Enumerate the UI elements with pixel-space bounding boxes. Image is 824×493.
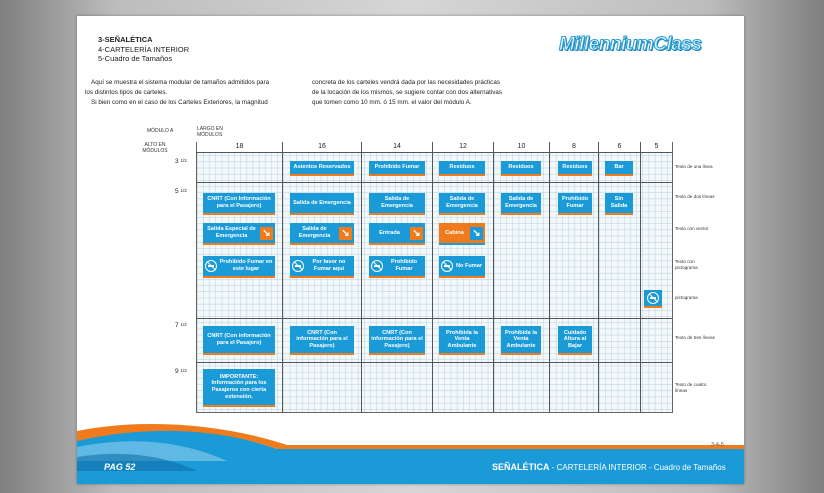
col-16: 16 <box>283 142 361 152</box>
axis-modulo: MÓDULO A <box>147 128 174 134</box>
sign-no-fumar: No Fumar <box>439 256 485 278</box>
header-line2: 4-CARTELERÍA INTERIOR <box>98 44 190 54</box>
no-smoking-icon <box>205 260 217 272</box>
sign-asientos: Asientos Reservados <box>290 161 354 176</box>
col-10: 10 <box>494 142 549 152</box>
axis-alto: ALTO EN MÓDULOS <box>142 142 168 154</box>
sign-prohibido-fumar: Prohibido Fumar <box>558 193 592 215</box>
sign-importante: IMPORTANTE: Información para los Pasajeros con cierta extensión. <box>203 369 275 407</box>
row-label-5: 5 $^{1/2}$ <box>175 188 187 195</box>
axis-largo: LARGO EN MÓDULOS <box>197 126 223 138</box>
side-label: Texto con vector <box>675 226 709 231</box>
row-label-7: 7 $^{1/2}$ <box>175 322 187 329</box>
sign-salida-emergencia: Salida de Emergencia <box>501 193 541 215</box>
row-label-3: 3 $^{1/2}$ <box>175 158 187 165</box>
sign-entrada: Entrada ↘ <box>369 223 425 245</box>
sign-cnrt: CNRT (Con información para el Pasajero) <box>290 326 354 355</box>
sign-cnrt: CNRT (Con Información para el Pasajero) <box>203 193 275 215</box>
sign-prohibido-fumar-lugar: Prohibido Fumar en este lugar <box>203 256 275 278</box>
arrow-icon: ↘ <box>339 227 352 240</box>
col-18: 18 <box>197 142 282 152</box>
side-label: Texto de dos líneas <box>675 194 715 199</box>
no-smoking-icon <box>292 260 304 272</box>
arrow-icon: ↘ <box>470 227 483 240</box>
sign-salida-especial: Salida Especial de Emergencia ↘ <box>203 223 275 245</box>
sign-cnrt: CNRT (Con información para el Pasajero) <box>203 326 275 355</box>
col-14: 14 <box>362 142 432 152</box>
sign-prohibido-fumar: Prohibido Fumar <box>369 161 425 176</box>
footer-wave <box>77 421 744 484</box>
intro-col1: Aquí se muestra el sistema modular de tamaños admitidos para los distintos tipos de carteles. Si bien como en el caso de los Carteles Exteriores, la magnitud <box>85 79 270 106</box>
header-line3: 5-Cuadro de Tamaños <box>98 54 173 63</box>
side-label: Texto de cuatro líneas <box>675 382 707 393</box>
no-smoking-icon <box>371 260 383 272</box>
page-code: 3-4-5 <box>711 442 724 448</box>
sign-sin-salida: Sin Salida <box>605 193 633 215</box>
col-8: 8 <box>550 142 598 152</box>
document-page <box>77 16 744 484</box>
brand-logo: MillenniumClass <box>559 34 702 55</box>
sign-salida-emergencia: Salida de Emergencia <box>439 193 485 215</box>
arrow-icon: ↘ <box>410 227 423 240</box>
footer-title: SEÑALÉTICA - CARTELERÍA INTERIOR - Cuadro de Tamaños <box>492 462 726 472</box>
col-12: 12 <box>433 142 493 152</box>
page-number: PAG 52 <box>104 462 136 472</box>
sign-no-fumar-aqui: Por favor no Fumar aquí <box>290 256 354 278</box>
sign-residuos: Residuos <box>501 161 541 176</box>
section-header <box>98 35 189 64</box>
side-label: pictograma <box>675 295 698 300</box>
side-label: Texto con pictograma <box>675 259 698 270</box>
header-line1: 3-SEÑALÉTICA <box>98 35 153 44</box>
sign-prohibido-fumar: Prohibido Fumar <box>369 256 425 278</box>
no-smoking-icon <box>441 260 453 272</box>
col-6: 6 <box>599 142 640 152</box>
sign-residuos: Residuos <box>558 161 592 176</box>
sign-salida-emergencia: Salida de Emergencia <box>369 193 425 215</box>
col-5: 5 <box>641 142 672 152</box>
sign-venta-ambulante: Prohibida la Venta Ambulante <box>439 326 485 355</box>
no-smoking-icon <box>647 292 659 304</box>
sign-cabina: Cabina ↘ <box>439 223 485 245</box>
sign-salida-vector: Salida de Emergencia ↘ <box>290 223 354 245</box>
sign-cuidado-altura: Cuidado Altura al Bajar <box>558 326 592 355</box>
side-label: Texto de una línea <box>675 164 713 169</box>
sign-venta-ambulante: Prohibida la Venta Ambulante <box>501 326 541 355</box>
sign-bar: Bar <box>605 161 633 176</box>
sign-cnrt: CNRT (Con información para el Pasajero) <box>369 326 425 355</box>
sign-residuos: Residuos <box>439 161 485 176</box>
intro-col2: concreta de los carteles vendrá dada por las necesidades prácticas de la locación de los mismos, se sugiere contar con dos alternativas que tomen como 10 mm. ó 15 mm. el valor del módulo A. <box>312 79 503 106</box>
row-label-9: 9 $^{1/2}$ <box>175 368 187 375</box>
pictogram-no-smoking <box>644 290 662 308</box>
arrow-icon: ↘ <box>260 227 273 240</box>
side-label: Texto de tres líneas <box>675 335 715 340</box>
sign-salida-emergencia: Salida de Emergencia <box>290 193 354 215</box>
